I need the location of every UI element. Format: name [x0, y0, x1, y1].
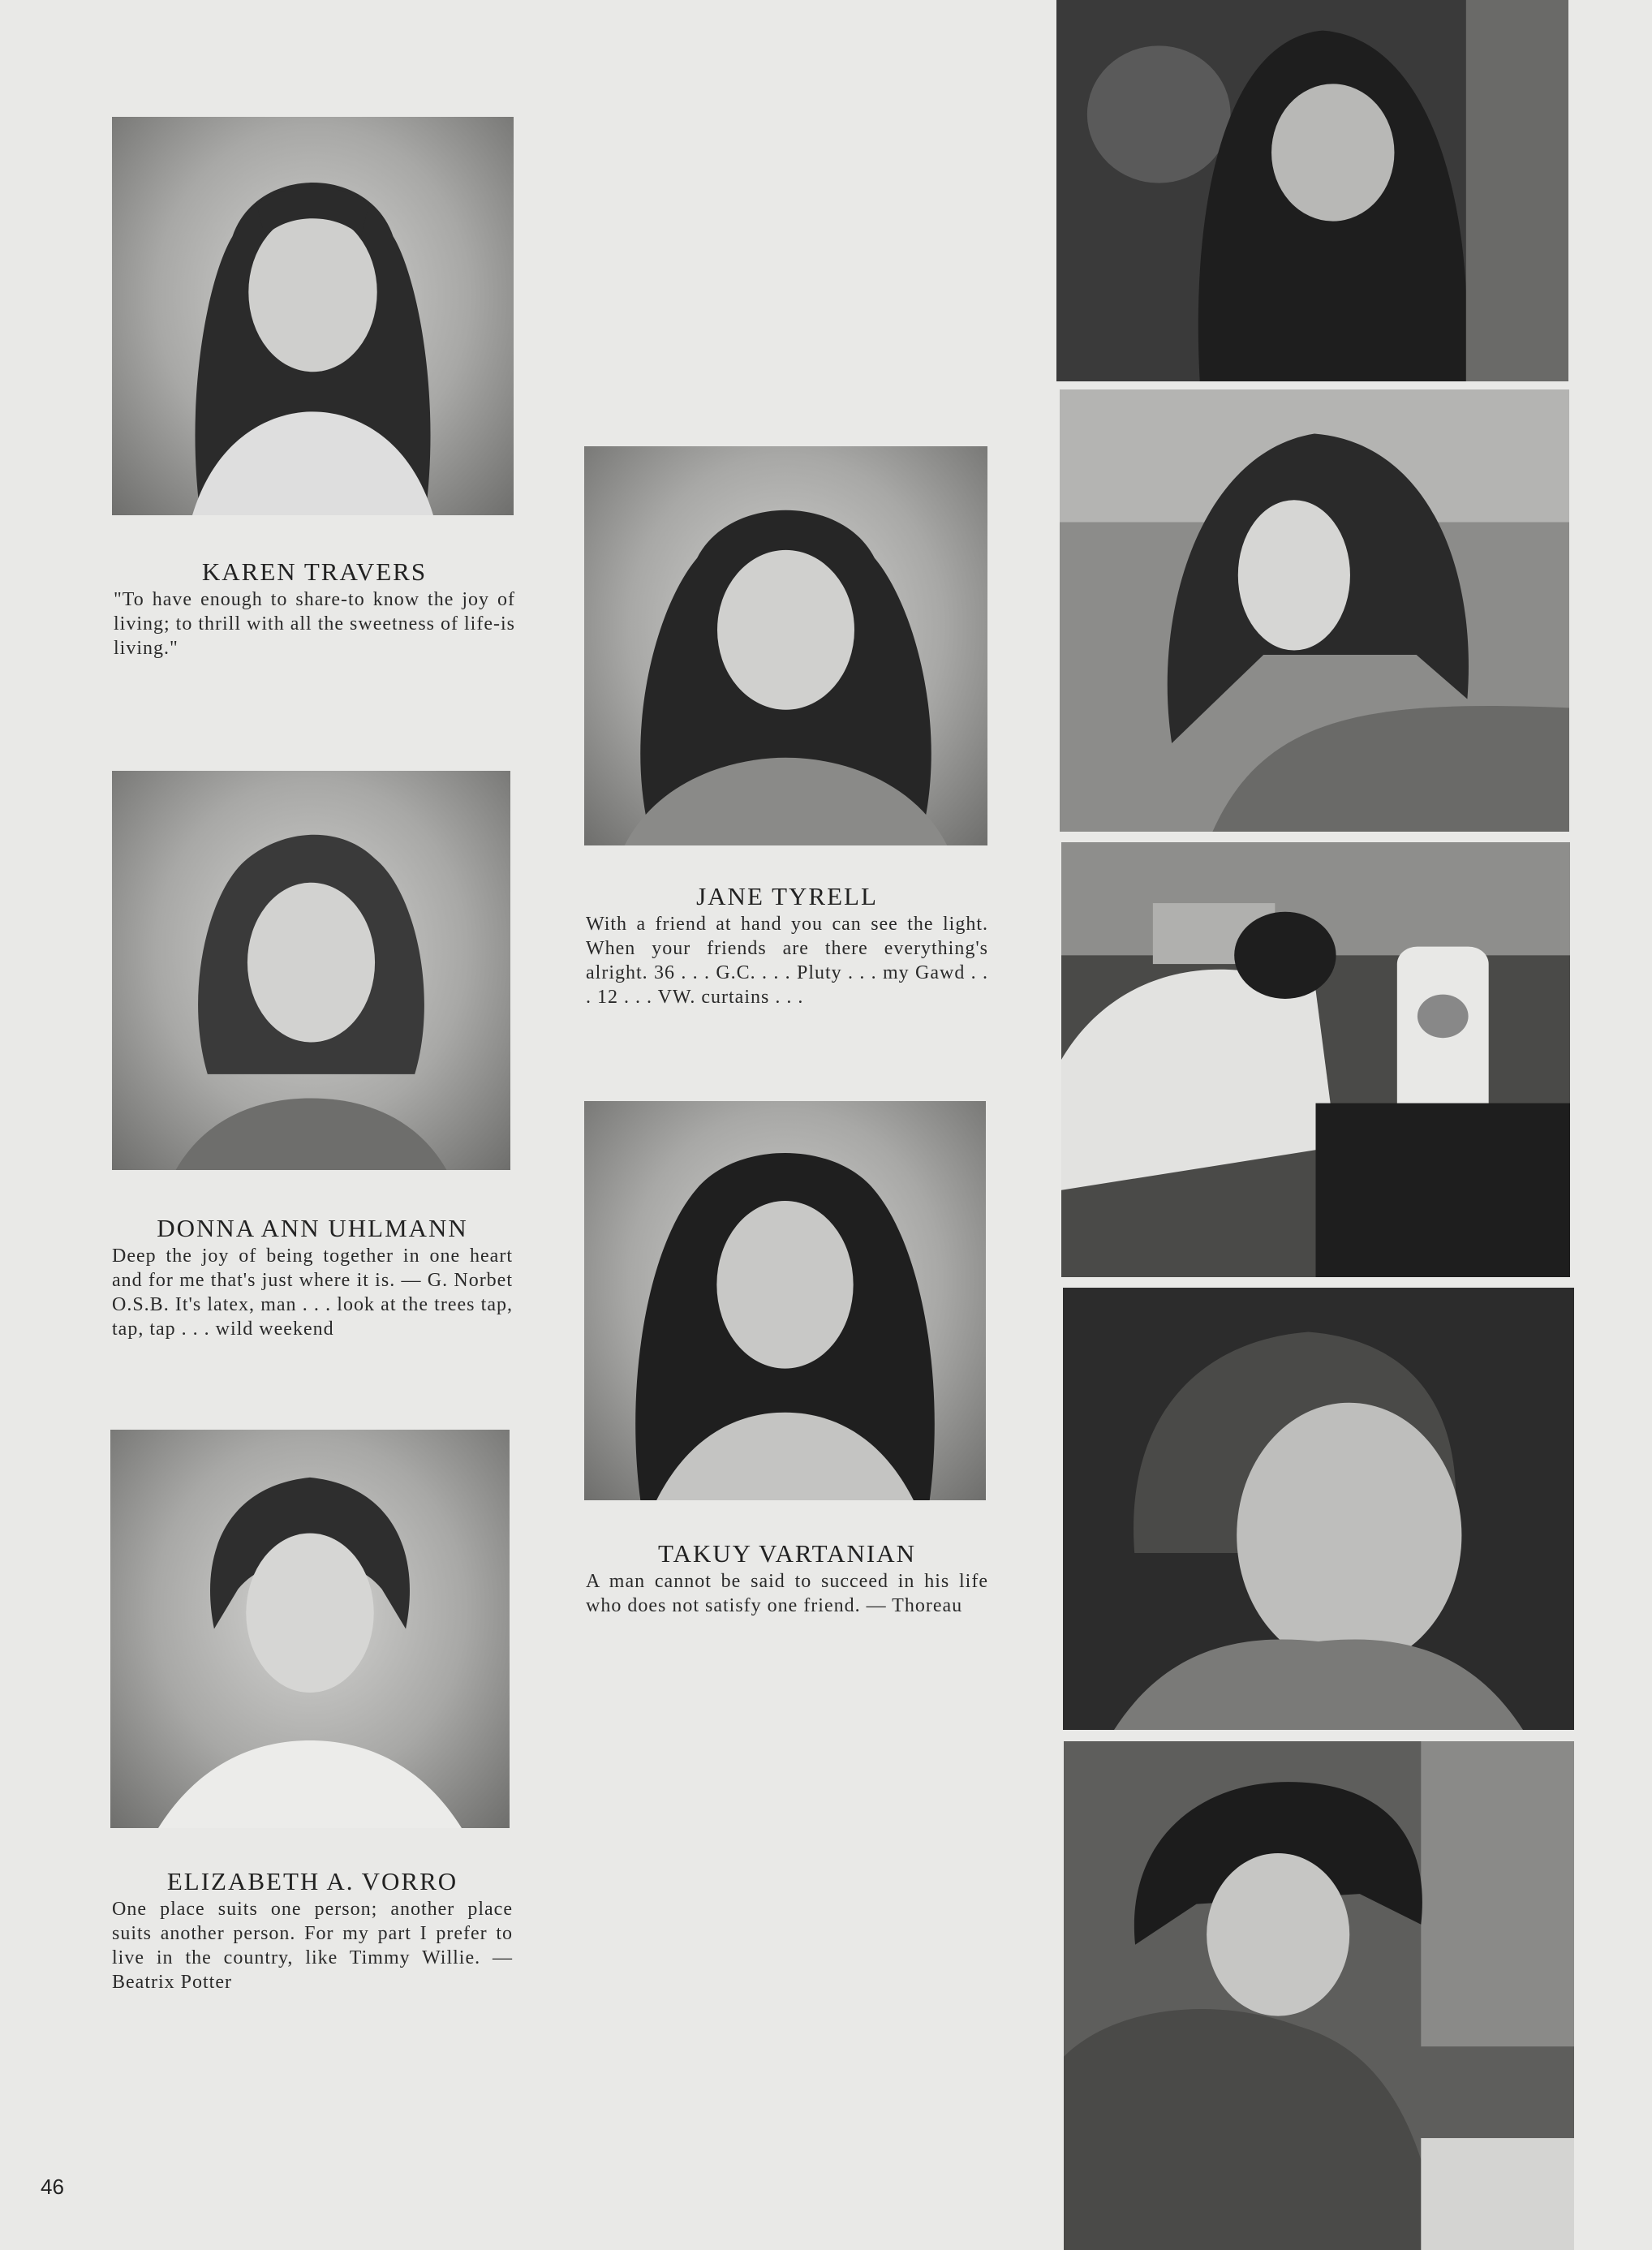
portrait-donna-ann-uhlmann [112, 771, 510, 1170]
page-number: 46 [41, 2175, 64, 2199]
candid-photo [1064, 1741, 1574, 2250]
caption-takuy-vartanian [586, 1540, 988, 1618]
student-quote: Deep the joy of being together in one heart and for me that's just where it is. — G. Norbet O.S.B. It's latex, man . . . look at the trees tap, tap, tap . . . wild weekend [112, 1245, 513, 1340]
portrait-jane-tyrell [584, 446, 987, 845]
candid-photo [1061, 842, 1570, 1277]
student-name: TAKUY VARTANIAN [658, 1539, 916, 1568]
student-name: KAREN TRAVERS [201, 557, 428, 586]
candid-photo [1063, 1288, 1574, 1730]
caption-karen-travers [114, 558, 515, 660]
caption-donna-ann-uhlmann [112, 1215, 513, 1341]
portrait-takuy-vartanian [584, 1101, 986, 1500]
student-quote: One place suits one person; another place suits another person. For my part I prefer to live in the country, like Timmy Willie. — Beatrix Potter [112, 1899, 513, 1993]
candid-photo [1056, 0, 1568, 381]
student-name: JANE TYRELL [696, 882, 878, 910]
student-quote: A man cannot be said to succeed in his life who does not satisfy one friend. — Thoreau [586, 1571, 988, 1616]
student-name: DONNA ANN UHLMANN [157, 1214, 468, 1242]
caption-jane-tyrell [586, 883, 988, 1009]
student-quote: "To have enough to share-to know the joy of living; to thrill with all the sweetness of life-is living." [114, 589, 515, 659]
caption-elizabeth-a-vorro [112, 1868, 513, 1994]
portrait-karen-travers [112, 117, 514, 515]
student-name: ELIZABETH A. VORRO [166, 1867, 458, 1895]
candid-photo [1060, 389, 1569, 832]
student-quote: With a friend at hand you can see the light. When your friends are there everything's alright. 36 . . . G.C. . . . Pluty . . . my Gawd . . . 12 . . . VW. curtains . . . [586, 914, 988, 1008]
portrait-elizabeth-a-vorro [110, 1430, 510, 1828]
